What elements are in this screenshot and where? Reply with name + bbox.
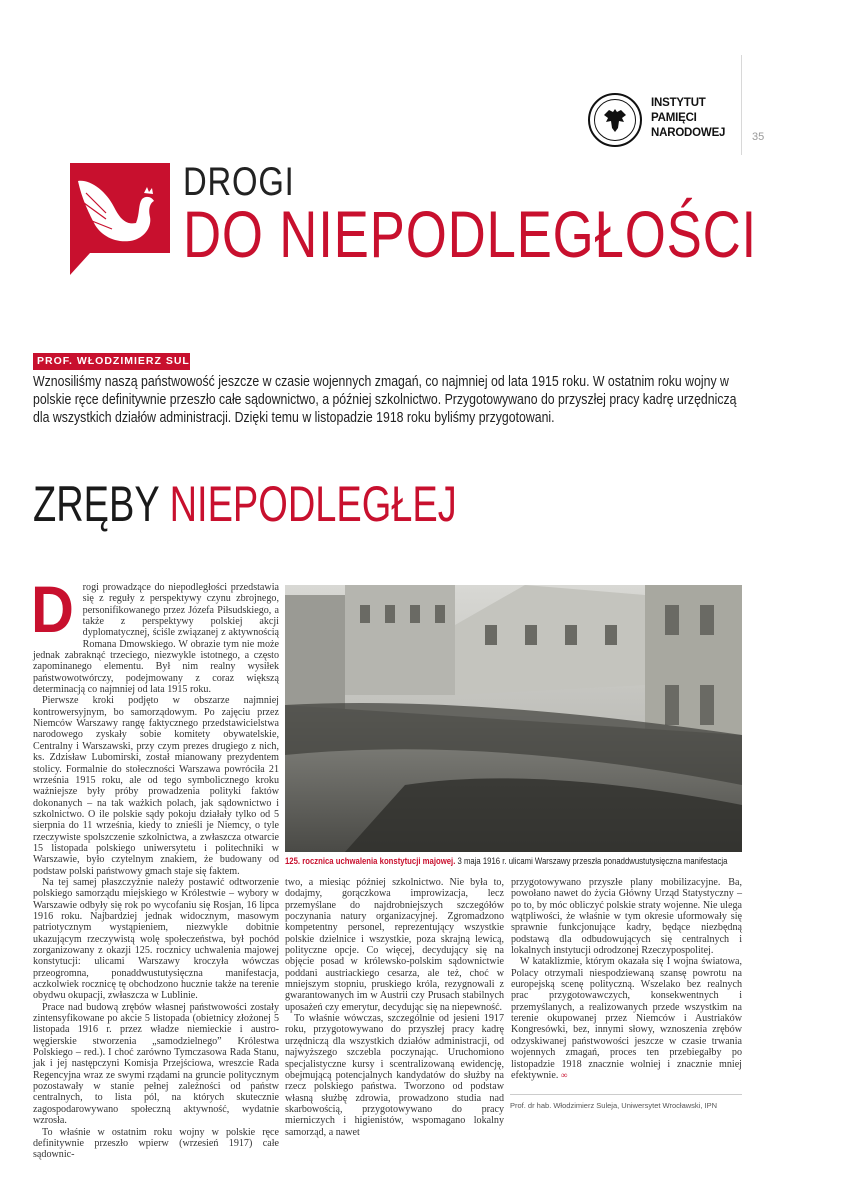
author-badge: PROF. WŁODZIMIERZ SULEJA — [33, 353, 190, 370]
header-divider — [741, 55, 742, 155]
body-column-1 — [31, 572, 279, 1161]
paragraph: Pierwsze kroki podjęto w obszarze najmniej kontrowersyjnym, bo samorządowym. Po zajęciu przez Niemców Warszawy rangę faktycznego przedstawicielstwa narodowego zyskały sobie komitety obywatelskie, Centralny i Warszawski, przy czym prezes drugiego z nich, ks. Zdzisław Lubomirski, został mianowany prezydentem stolicy. Formalnie do stołeczności Warszawa powróciła 21 września 1915 roku, ale od tego symbolicznego kroku ważniejsze były próby prowadzenia polityki faktów dokonanych – na tak ważkich polach, jak sądownictwo i szkolnictwo. O ile polskie sądy pokoju działały tylko od 5 sierpnia do 11 września, kiedy to znieśli je Niemcy, o tyle rzeczywiste spolszczenie szkolnictwa, a zwłaszcza otwarcie 15 listopada polskiego uniwersytetu i politechniki w Warszawie, było czytelnym znakiem, że budowany od podstaw polski państwowy gmach staje się faktem. — [33, 695, 279, 877]
series-title-line1: DROGI — [183, 160, 295, 204]
seal-inner-ring — [594, 99, 636, 141]
eagle-icon — [602, 106, 628, 134]
paragraph: To właśnie wówczas, szczególnie od jesieni 1917 roku, przygotowywano do przyszłej pracy kadrę urzędniczą dla wszystkich działów administracji, od najwyższego szczebla poczynając. Uruchomiono specjalistyczne kursy i scentralizowaną ewidencję, obejmującą potencjalnych kandydatów do służby na rzecz polskiego państwa. Tworzono od podstaw własną służbę zdrowia, prowadzono studia nad skarbowością, przygotowywano do pracy mierniczych i higienistów, wspomagano lokalny samorząd, a nawet — [285, 1013, 504, 1138]
paragraph: Na tej samej płaszczyźnie należy postawić odtworzenie polskiego samorządu miejskiego w Królestwie – wybory w Warszawie odbyły się rok po wycofaniu się Rosjan, 16 lipca 1916 roku. Najbardziej jednak widocznym, masowym patriotycznym wystąpieniem, niezwykle dobitnie ukazującym rzeczywistą wolę społeczeństwa, był pochód zorganizowany z okazji 125. rocznicy uchwalenia majowej konstytucji: ulicami Warszawy kroczyła wówczas przeogromna, ponaddwustutysięczna manifestacja, aczkolwiek rocznicę tę obchodzono hucznie także na terenie obydwu okupacji, zwłaszcza w Lublinie. — [33, 876, 279, 1002]
page-number: 35 — [752, 131, 765, 143]
end-mark-icon — [561, 1070, 567, 1081]
body-column-3 — [511, 877, 742, 1081]
footer-divider — [510, 1094, 742, 1095]
article-title-part2: NIEPODLEGŁEJ — [169, 476, 457, 532]
paragraph: two, a miesiąc później szkolnictwo. Nie była to, dodajmy, gorączkowa improwizacja, lecz przemyślane do najdrobniejszych szczegółów poczynania natury organizacyjnej. Zgromadzono kompetentny personel, reprezentujący wszystkie polskie dzielnice i wszystkie, poza skrajną lewicą, polityczne opcje. Co więcej, decydujący się na objęcie posad w królewsko-polskim sądownictwie poddani austriackiego cesarza, ale też, choć w mniejszym stopniu, pruskiego króla, rezygnowali z gwarantowanych im w Austrii czy Prusach stabilnych uposażeń czy emerytur, decydując się na niepewność. — [285, 877, 504, 1013]
paragraph: przygotowywano przyszłe plany mobilizacyjne. Ba, powołano nawet do życia Główny Urząd Statystyczny – po to, by móc obliczyć polskie straty wojenne. Nie ulega wątpliwości, że właśnie w tym okresie uformowały się sprawnie funkcjonujące kadry, będące niezbędną podstawą dla odbudowujących się centralnych i lokalnych instytucji odrodzonej Rzeczypospolitej. — [511, 877, 742, 957]
article-title — [33, 478, 457, 530]
institute-line: NARODOWEJ — [651, 127, 726, 139]
photo-caption — [285, 856, 728, 867]
institute-line: PAMIĘCI — [651, 112, 697, 124]
paragraph: Prace nad budową zrębów własnej państwowości zostały zintensyfikowane po akcie 5 listopada (obietnicy złożonej 5 listopada 1916 r. przez władze niemieckie i austro-węgierskie stworzenia „samodzielnego” Królestwa Polskiego – red.). I choć zarówno Tymczasowa Rada Stanu, jak i jej następczyni Komisja Przejściowa, wreszcie Rada Regencyjna wraz ze swymi rządami na gruncie politycznym pozostawały w stanie pełnej zależności od państw centralnych, to lista pól, na których skutecznie zagospodarowywano społeczną aktywność, wydatnie wzrosła. — [33, 1001, 279, 1127]
paragraph: To właśnie w ostatnim roku wojny w polskie ręce definitywnie przeszło wpierw (wrzesień 1917) całe sądownic- — [33, 1126, 279, 1161]
paragraph — [31, 572, 279, 696]
article-title-part1: ZRĘBY — [33, 476, 160, 532]
photo-illustration — [285, 585, 742, 852]
author-credit: Prof. dr hab. Włodzimierz Suleja, Uniwersytet Wrocławski, IPN — [510, 1101, 718, 1110]
drop-cap: D — [31, 572, 74, 646]
article-lead: Wznosiliśmy naszą państwowość jeszcze w czasie wojennych zmagań, co najmniej od lata 1915 roku. W ostatnim roku wojny w polskie ręce definitywnie przeszło całe sądownictwo, a później szkolnictwo. Przygotowywano do przyszłej pracy kadrę urzędniczą dla wszystkich działów administracji. Dzięki temu w listopadzie 1918 roku byliśmy przygotowani. — [33, 373, 737, 426]
series-title-line2: DO NIEPODLEGŁOŚCI — [183, 197, 758, 271]
paragraph — [511, 956, 742, 1081]
series-logo-firebird-icon — [70, 163, 170, 275]
institute-name — [651, 96, 725, 141]
photo-caption-text: 3 maja 1916 r. ulicami Warszawy przeszła ponaddwustutysięczna manifestacja — [455, 856, 728, 866]
paragraph-text: rogi prowadzące do niepodległości przedstawia się z reguły z perspektywy czynu zbrojnego, personifikowanego przez Józefa Piłsudskiego, a także z perspektywy polskiej akcji dyplomatycznej, ściśle związanej z aktywnością Romana Dmowskiego. W obrazie tym nie może jednak zabraknąć trzeciego, niezwykle istotnego, a często zapominanego elementu. Był nim realny wysiłek państwowotwórczy, podejmowany z coraz większą determinacją co najmniej od lata 1915 roku. — [33, 582, 279, 696]
photo-caption-bold: 125. rocznica uchwalenia konstytucji majowej. — [285, 856, 456, 866]
institute-line: INSTYTUT — [651, 97, 706, 109]
ipn-seal-logo — [588, 93, 642, 147]
body-column-2 — [285, 877, 504, 1138]
paragraph-text: W kataklizmie, którym okazała się I wojna światowa, Polacy otrzymali niespodziewaną szansę powrotu na europejską scenę polityczną. Wszelako bez realnych prac przygotowawczych, konsekwentnych i przemyślanych, a realizowanych przede wszystkim na terenie okupowanej przez Niemców i Austriaków Kongresówki, bez, innymi słowy, wznoszenia zrębów odzyskiwanej państwowości jeszcze w czasie trwania wojennych zmagań, proces ten przebiegałby po listopadzie 1918 znacznie wolniej i znacznie mniej efektywnie. — [511, 956, 742, 1081]
historical-photo-manifestation — [285, 585, 742, 852]
